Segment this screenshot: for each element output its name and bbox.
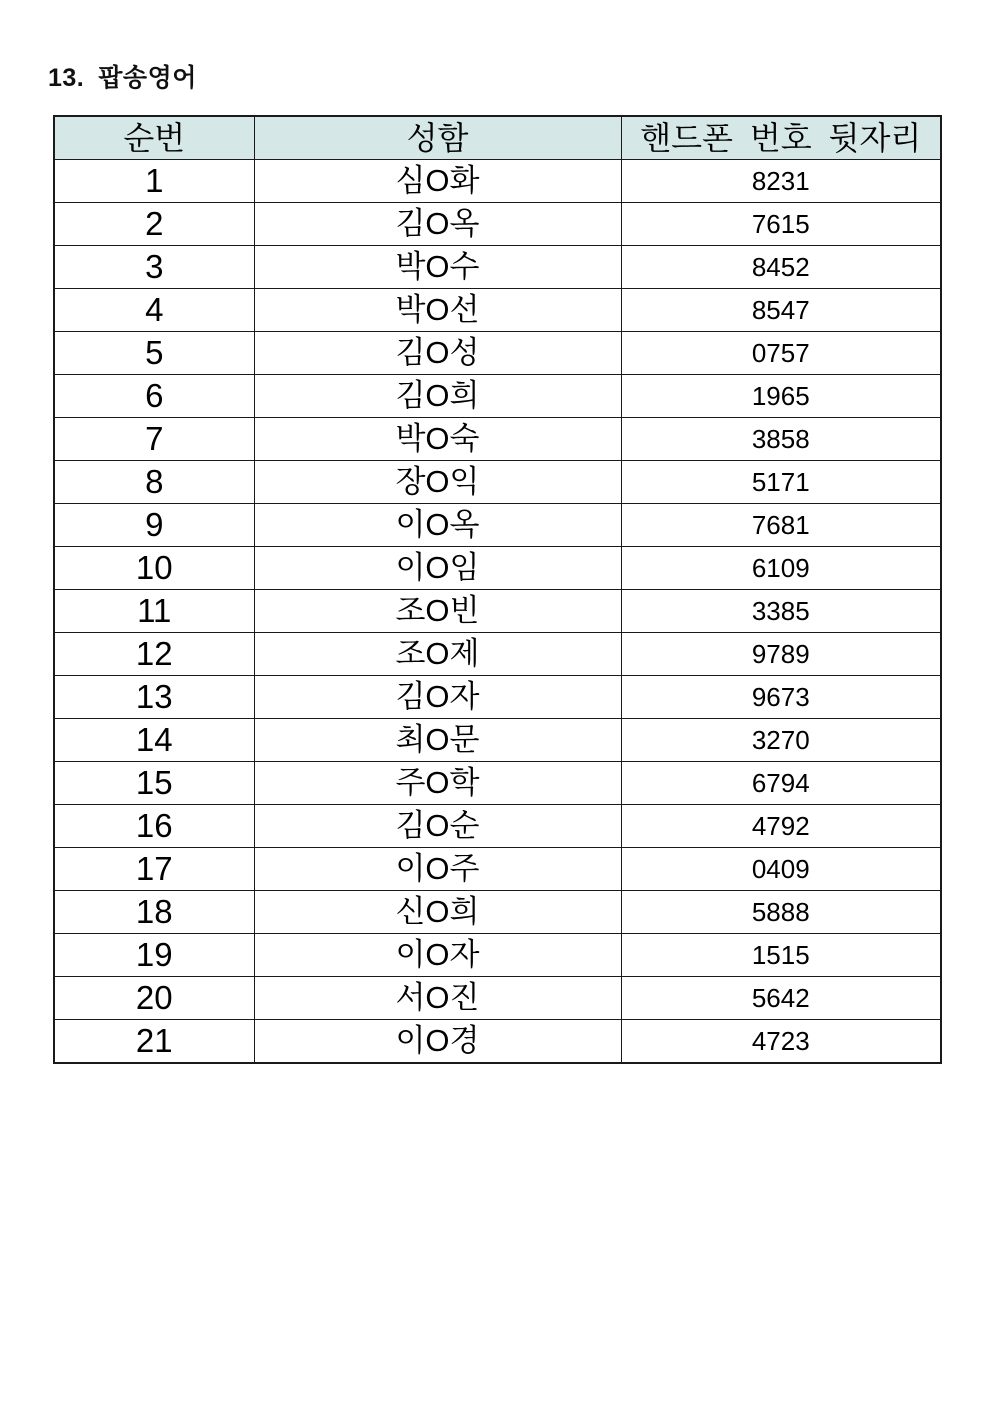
cell-phone: 0757 — [621, 332, 941, 375]
cell-name: 이O임 — [254, 547, 621, 590]
cell-name: 박O선 — [254, 289, 621, 332]
cell-phone: 3270 — [621, 719, 941, 762]
cell-name: 김O성 — [254, 332, 621, 375]
cell-name: 서O진 — [254, 977, 621, 1020]
cell-phone: 4792 — [621, 805, 941, 848]
cell-phone: 5171 — [621, 461, 941, 504]
cell-phone: 1515 — [621, 934, 941, 977]
cell-no: 18 — [54, 891, 254, 934]
cell-phone: 9673 — [621, 676, 941, 719]
cell-name: 심O화 — [254, 160, 621, 203]
cell-no: 13 — [54, 676, 254, 719]
cell-name: 김O희 — [254, 375, 621, 418]
table-row — [54, 289, 941, 332]
cell-phone: 6109 — [621, 547, 941, 590]
cell-no: 5 — [54, 332, 254, 375]
cell-phone: 7615 — [621, 203, 941, 246]
col-header-no: 순번 — [54, 116, 254, 160]
cell-phone: 1965 — [621, 375, 941, 418]
cell-phone: 8547 — [621, 289, 941, 332]
table-row — [54, 418, 941, 461]
cell-phone: 4723 — [621, 1020, 941, 1064]
cell-no: 19 — [54, 934, 254, 977]
cell-no: 3 — [54, 246, 254, 289]
cell-phone: 7681 — [621, 504, 941, 547]
table-row — [54, 719, 941, 762]
table-row — [54, 633, 941, 676]
cell-name: 박O숙 — [254, 418, 621, 461]
table-row — [54, 848, 941, 891]
cell-no: 11 — [54, 590, 254, 633]
cell-name: 김O순 — [254, 805, 621, 848]
cell-phone: 9789 — [621, 633, 941, 676]
cell-name: 이O주 — [254, 848, 621, 891]
table-row — [54, 590, 941, 633]
cell-name: 조O제 — [254, 633, 621, 676]
cell-phone: 3858 — [621, 418, 941, 461]
col-header-name: 성함 — [254, 116, 621, 160]
cell-name: 조O빈 — [254, 590, 621, 633]
table-row — [54, 332, 941, 375]
cell-name: 이O경 — [254, 1020, 621, 1064]
table-row — [54, 891, 941, 934]
table-row — [54, 547, 941, 590]
cell-phone: 3385 — [621, 590, 941, 633]
cell-no: 1 — [54, 160, 254, 203]
cell-name: 이O옥 — [254, 504, 621, 547]
section-title — [48, 58, 197, 94]
cell-name: 주O학 — [254, 762, 621, 805]
cell-name: 장O익 — [254, 461, 621, 504]
cell-no: 17 — [54, 848, 254, 891]
table-row — [54, 977, 941, 1020]
cell-name: 박O수 — [254, 246, 621, 289]
cell-no: 2 — [54, 203, 254, 246]
cell-no: 8 — [54, 461, 254, 504]
cell-phone: 0409 — [621, 848, 941, 891]
cell-name: 신O희 — [254, 891, 621, 934]
section-title-text: 팝송영어 — [98, 64, 197, 92]
table-row — [54, 762, 941, 805]
cell-no: 4 — [54, 289, 254, 332]
cell-phone: 5642 — [621, 977, 941, 1020]
cell-name: 김O자 — [254, 676, 621, 719]
section-number: 13. — [48, 64, 85, 92]
table-row — [54, 160, 941, 203]
cell-phone: 5888 — [621, 891, 941, 934]
table-row — [54, 203, 941, 246]
cell-name: 이O자 — [254, 934, 621, 977]
cell-no: 6 — [54, 375, 254, 418]
cell-no: 9 — [54, 504, 254, 547]
cell-phone: 6794 — [621, 762, 941, 805]
cell-name: 김O옥 — [254, 203, 621, 246]
cell-no: 15 — [54, 762, 254, 805]
cell-no: 12 — [54, 633, 254, 676]
cell-phone: 8231 — [621, 160, 941, 203]
header-row — [54, 116, 941, 160]
table-row — [54, 461, 941, 504]
cell-no: 20 — [54, 977, 254, 1020]
table-row — [54, 375, 941, 418]
cell-no: 21 — [54, 1020, 254, 1064]
cell-no: 14 — [54, 719, 254, 762]
roster-table — [53, 115, 942, 1064]
table-row — [54, 1020, 941, 1064]
table-row — [54, 676, 941, 719]
table-row — [54, 934, 941, 977]
cell-no: 16 — [54, 805, 254, 848]
roster-table-body — [54, 160, 941, 1064]
table-row — [54, 504, 941, 547]
cell-no: 7 — [54, 418, 254, 461]
cell-phone: 8452 — [621, 246, 941, 289]
table-row — [54, 805, 941, 848]
cell-no: 10 — [54, 547, 254, 590]
table-row — [54, 246, 941, 289]
cell-name: 최O문 — [254, 719, 621, 762]
col-header-phone: 핸드폰 번호 뒷자리 — [621, 116, 941, 160]
